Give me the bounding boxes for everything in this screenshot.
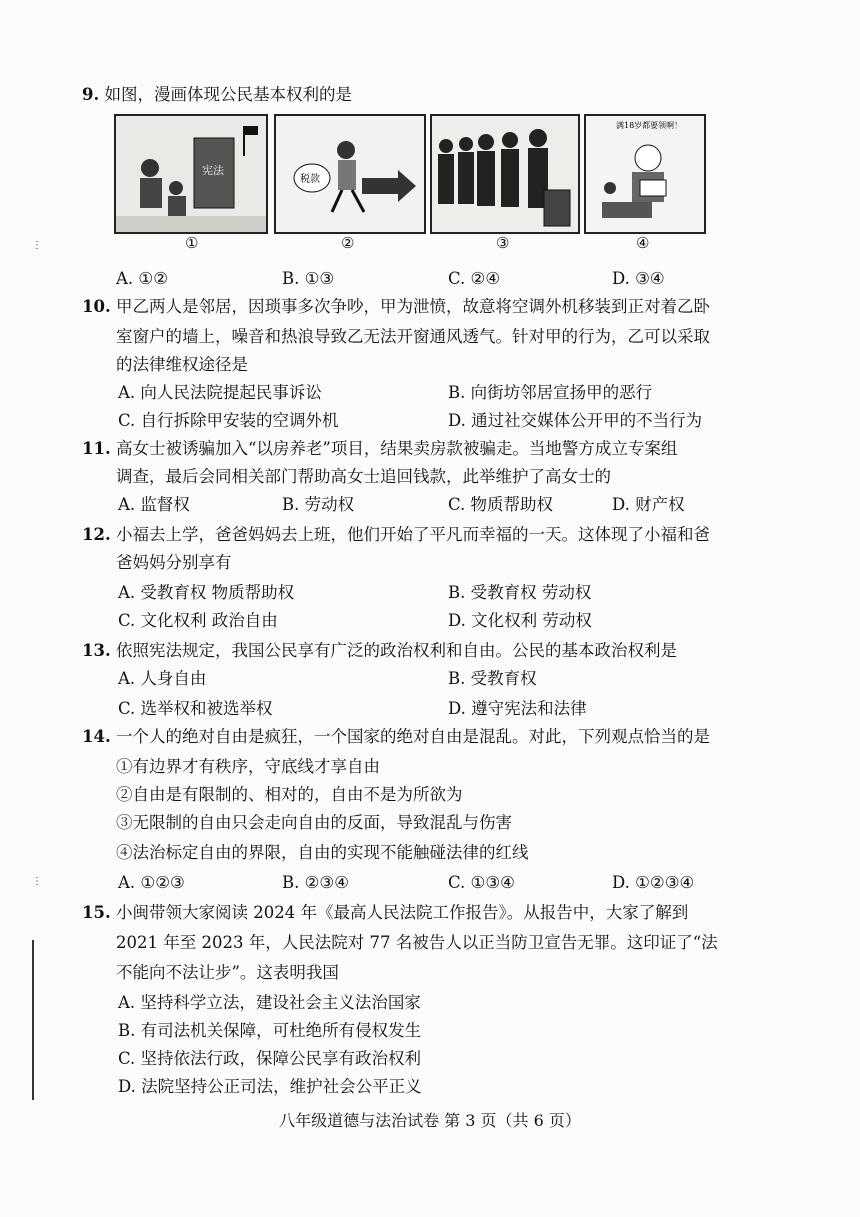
option-d[interactable]: D. 遵守宪法和法律 [448,699,587,718]
option-a[interactable]: A. 受教育权 物质帮助权 [118,583,295,602]
page-footer: 八年级道德与法治试卷 第 3 页（共 6 页） [279,1111,581,1130]
question-text: 室窗户的墙上，噪音和热浪导致乙无法开窗通风透气。针对甲的行为，乙可以采取 [116,327,710,346]
option-c[interactable]: C. 自行拆除甲安装的空调外机 [118,411,339,430]
question-9 [82,84,352,106]
option-a[interactable]: A. 人身自由 [118,669,207,688]
option-d[interactable]: D. ①②③④ [612,873,695,892]
option-c[interactable]: C. ②④ [448,269,501,288]
option-a[interactable]: A. ①②③ [118,873,185,892]
option-b[interactable]: B. 向街坊邻居宣扬甲的恶行 [448,383,653,402]
option-d[interactable]: D. ③④ [612,269,665,288]
question-number: 14. [82,727,111,746]
option-c[interactable]: C. 文化权利 政治自由 [118,611,278,630]
question-text: 小闽带领大家阅读 2024 年《最高人民法院工作报告》。从报告中，大家了解到 [115,903,689,922]
question-text: 高女士被诱骗加入“以房养老”项目，结果卖房款被骗走。当地警方成立专案组 [115,439,678,458]
statement: ①有边界才有秩序，守底线才享自由 [116,757,380,776]
question-text: 的法律维权途径是 [116,355,248,374]
option-a[interactable]: A. 向人民法院提起民事诉讼 [118,383,322,402]
statement: ②自由是有限制的、相对的，自由不是为所欲为 [116,785,463,804]
margin-line [32,940,34,1100]
option-c[interactable]: C. 选举权和被选举权 [118,699,273,718]
margin-dots: ⋮ [32,876,42,887]
panel-label-2: ② [341,234,355,252]
question-number: 11. [82,439,111,458]
option-b[interactable]: B. 受教育权 劳动权 [448,583,592,602]
question-text: 一个人的绝对自由是疯狂，一个国家的绝对自由是混乱。对此，下列观点恰当的是 [115,727,710,746]
question-number: 9. [82,85,100,104]
comic-caption: 宪法 [202,164,224,177]
question-11 [82,438,677,460]
question-14 [82,726,710,748]
option-b[interactable]: B. 有司法机关保障，可杜绝所有侵权发生 [118,1021,422,1040]
option-a[interactable]: A. 坚持科学立法，建设社会主义法治国家 [118,993,421,1012]
option-b[interactable]: B. 受教育权 [448,669,537,688]
question-15 [82,902,688,924]
question-number: 10. [82,297,111,316]
question-text: 2021 年至 2023 年，人民法院对 77 名被告人以正当防卫宣告无罪。这印证了“法 [116,933,718,952]
question-text: 如图，漫画体现公民基本权利的是 [104,85,352,104]
comic-panel-2 [274,114,426,234]
option-c[interactable]: C. ①③④ [448,873,515,892]
option-d[interactable]: D. 法院坚持公正司法，维护社会公平正义 [118,1077,422,1096]
option-c[interactable]: C. 坚持依法行政，保障公民享有政治权利 [118,1049,422,1068]
question-text: 爸妈妈分别享有 [116,553,232,572]
comic-caption: 满18岁都要领啊！ [616,121,683,130]
question-13 [82,640,677,662]
option-c[interactable]: C. 物质帮助权 [448,495,554,514]
option-b[interactable]: B. ②③④ [282,873,349,892]
statement: ③无限制的自由只会走向自由的反面，导致混乱与伤害 [116,813,512,832]
option-b[interactable]: B. 劳动权 [282,495,355,514]
question-12 [82,524,710,546]
option-d[interactable]: D. 文化权利 劳动权 [448,611,592,630]
question-text: 甲乙两人是邻居，因琐事多次争吵，甲为泄愤，故意将空调外机移装到正对着乙卧 [115,297,710,316]
question-text: 不能向不法让步”。这表明我国 [116,963,339,982]
panel-label-3: ③ [496,234,510,252]
comic-caption: 税款 [300,174,320,185]
question-text: 小福去上学，爸爸妈妈去上班，他们开始了平凡而幸福的一天。这体现了小福和爸 [115,525,710,544]
panel-label-1: ① [185,234,199,252]
option-d[interactable]: D. 财产权 [612,495,685,514]
comic-panel-3 [430,114,580,234]
statement: ④法治标定自由的界限，自由的实现不能触碰法律的红线 [116,843,529,862]
question-text: 调查，最后会同相关部门帮助高女士追回钱款，此举维护了高女士的 [116,467,611,486]
question-10 [82,296,710,318]
option-d[interactable]: D. 通过社交媒体公开甲的不当行为 [448,411,703,430]
option-a[interactable]: A. 监督权 [118,495,190,514]
comic-panel-4 [584,114,706,234]
option-a[interactable]: A. ①② [116,269,168,288]
question-number: 12. [82,525,111,544]
question-text: 依照宪法规定，我国公民享有广泛的政治权利和自由。公民的基本政治权利是 [115,641,677,660]
question-number: 15. [82,903,111,922]
question-number: 13. [82,641,111,660]
margin-dots: ⋮ [32,240,42,251]
option-b[interactable]: B. ①③ [282,269,335,288]
comic-panel-1 [114,114,268,234]
panel-label-4: ④ [636,234,650,252]
